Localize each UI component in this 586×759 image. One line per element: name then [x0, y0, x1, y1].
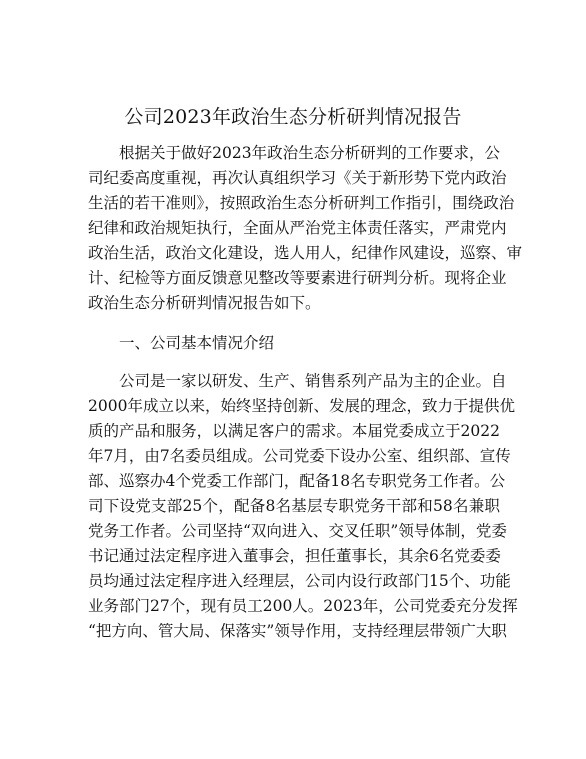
paragraph-line: 业务部门27个，现有员工200人。2023年，公司党委充分发挥	[88, 597, 518, 615]
paragraph-line: 2000年成立以来，始终坚持创新、发展的理念，致力于提供优	[88, 397, 515, 415]
paragraph-line: “把方向、管大局、保落实”领导作用，支持经理层带领广大职	[88, 622, 507, 640]
paragraph-line: 党务工作者。公司坚持“双向进入、交叉任职”领导体制，党委	[88, 522, 507, 540]
section-heading: 一、公司基本情况介绍	[119, 334, 275, 352]
paragraph-line: 公司是一家以研发、生产、销售系列产品为主的企业。自	[119, 372, 507, 390]
paragraph-line: 书记通过法定程序进入董事会，担任董事长，其余6名党委委	[88, 547, 501, 565]
paragraph-line: 纪律和政治规矩执行，全面从严治党主体责任落实，严肃党内	[88, 219, 507, 237]
paragraph-line: 政治生活，政治文化建设，选人用人，纪律作风建设，巡察、审	[88, 244, 523, 262]
paragraph-line: 年7月，由7名委员组成。公司党委下设办公室、组织部、宣传	[88, 447, 511, 465]
document-title: 公司2023年政治生态分析研判情况报告	[124, 106, 462, 128]
paragraph-line: 生活的若干准则》，按照政治生态分析研判工作指引，围绕政治	[88, 194, 515, 212]
paragraph-line: 员均通过法定程序进入经理层，公司内设行政部门15个、功能	[88, 572, 511, 590]
paragraph-line: 司纪委高度重视，再次认真组织学习《关于新形势下党内政治	[88, 169, 507, 187]
paragraph-line: 根据关于做好2023年政治生态分析研判的工作要求，公	[119, 144, 500, 162]
paragraph-line: 计、纪检等方面反馈意见整改等要素进行研判分析。现将企业	[88, 269, 507, 287]
paragraph-line: 司下设党支部25个，配备8名基层专职党务干部和58名兼职	[88, 497, 500, 515]
paragraph-line: 政治生态分析研判情况报告如下。	[88, 294, 321, 312]
paragraph-line: 质的产品和服务，以满足客户的需求。本届党委成立于2022	[88, 422, 500, 440]
paragraph-line: 部、巡察办4个党委工作部门，配备18名专职党务工作者。公	[88, 472, 506, 490]
